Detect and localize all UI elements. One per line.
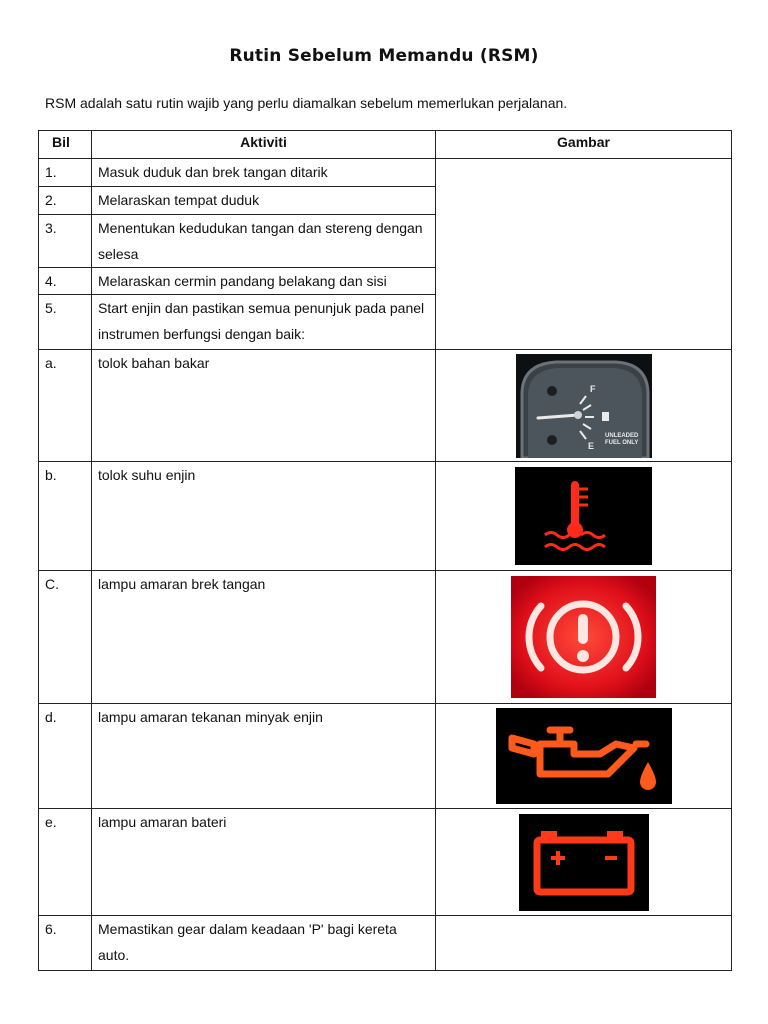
row-aktiviti: Memastikan gear dalam keadaan 'P' bagi kereta auto. xyxy=(92,916,436,971)
table-header-row xyxy=(39,131,732,159)
header-bil: Bil xyxy=(39,131,92,159)
table-row xyxy=(39,462,732,571)
gauge-empty-label: E xyxy=(587,440,594,451)
row-bil: d. xyxy=(39,704,92,809)
row-bil: 5. xyxy=(39,295,92,350)
image-cell xyxy=(436,350,732,462)
row-aktiviti: lampu amaran bateri xyxy=(92,809,436,916)
oil-pressure-icon xyxy=(496,708,672,804)
engine-temperature-icon xyxy=(515,467,652,565)
rsm-table xyxy=(38,130,732,971)
row-bil: a. xyxy=(39,350,92,462)
row-bil: C. xyxy=(39,571,92,704)
fuel-gauge-icon xyxy=(516,354,652,458)
row-aktiviti: lampu amaran brek tangan xyxy=(92,571,436,704)
table-row xyxy=(39,809,732,916)
table-row xyxy=(39,916,732,971)
table-row xyxy=(39,571,732,704)
image-cell xyxy=(436,462,732,571)
battery-warning-icon xyxy=(519,814,649,911)
row-aktiviti: Masuk duduk dan brek tangan ditarik xyxy=(92,159,436,187)
gauge-fuel-only-label: FUEL ONLY xyxy=(604,439,638,446)
table-row xyxy=(39,159,732,187)
row-bil: 1. xyxy=(39,159,92,187)
image-cell xyxy=(436,809,732,916)
row-bil: 4. xyxy=(39,268,92,295)
row-aktiviti: Menentukan kedudukan tangan dan stereng dengan selesa xyxy=(92,215,436,268)
table-row xyxy=(39,704,732,809)
row-bil: 3. xyxy=(39,215,92,268)
gauge-unleaded-label: UNLEADED xyxy=(604,432,638,439)
page-title: Rutin Sebelum Memandu (RSM) xyxy=(229,46,539,66)
gauge-full-label: F xyxy=(589,383,595,394)
row-bil: 2. xyxy=(39,187,92,215)
row-bil: e. xyxy=(39,809,92,916)
row-bil: 6. xyxy=(39,916,92,971)
row-aktiviti: Start enjin dan pastikan semua penunjuk pada panel instrumen berfungsi dengan baik: xyxy=(92,295,436,350)
row-aktiviti: Melaraskan cermin pandang belakang dan sisi xyxy=(92,268,436,295)
image-cell xyxy=(436,571,732,704)
row-aktiviti: Melaraskan tempat duduk xyxy=(92,187,436,215)
row-aktiviti: tolok bahan bakar xyxy=(92,350,436,462)
image-cell xyxy=(436,704,732,809)
empty-image-cell xyxy=(436,916,732,971)
row-bil: b. xyxy=(39,462,92,571)
row-aktiviti: tolok suhu enjin xyxy=(92,462,436,571)
row-aktiviti: lampu amaran tekanan minyak enjin xyxy=(92,704,436,809)
brake-warning-icon xyxy=(511,576,656,698)
empty-image-cell xyxy=(436,159,732,350)
table-row xyxy=(39,350,732,462)
intro-text: RSM adalah satu rutin wajib yang perlu diamalkan sebelum memerlukan perjalanan. xyxy=(45,95,568,111)
header-gambar: Gambar xyxy=(436,131,732,159)
header-aktiviti: Aktiviti xyxy=(92,131,436,159)
